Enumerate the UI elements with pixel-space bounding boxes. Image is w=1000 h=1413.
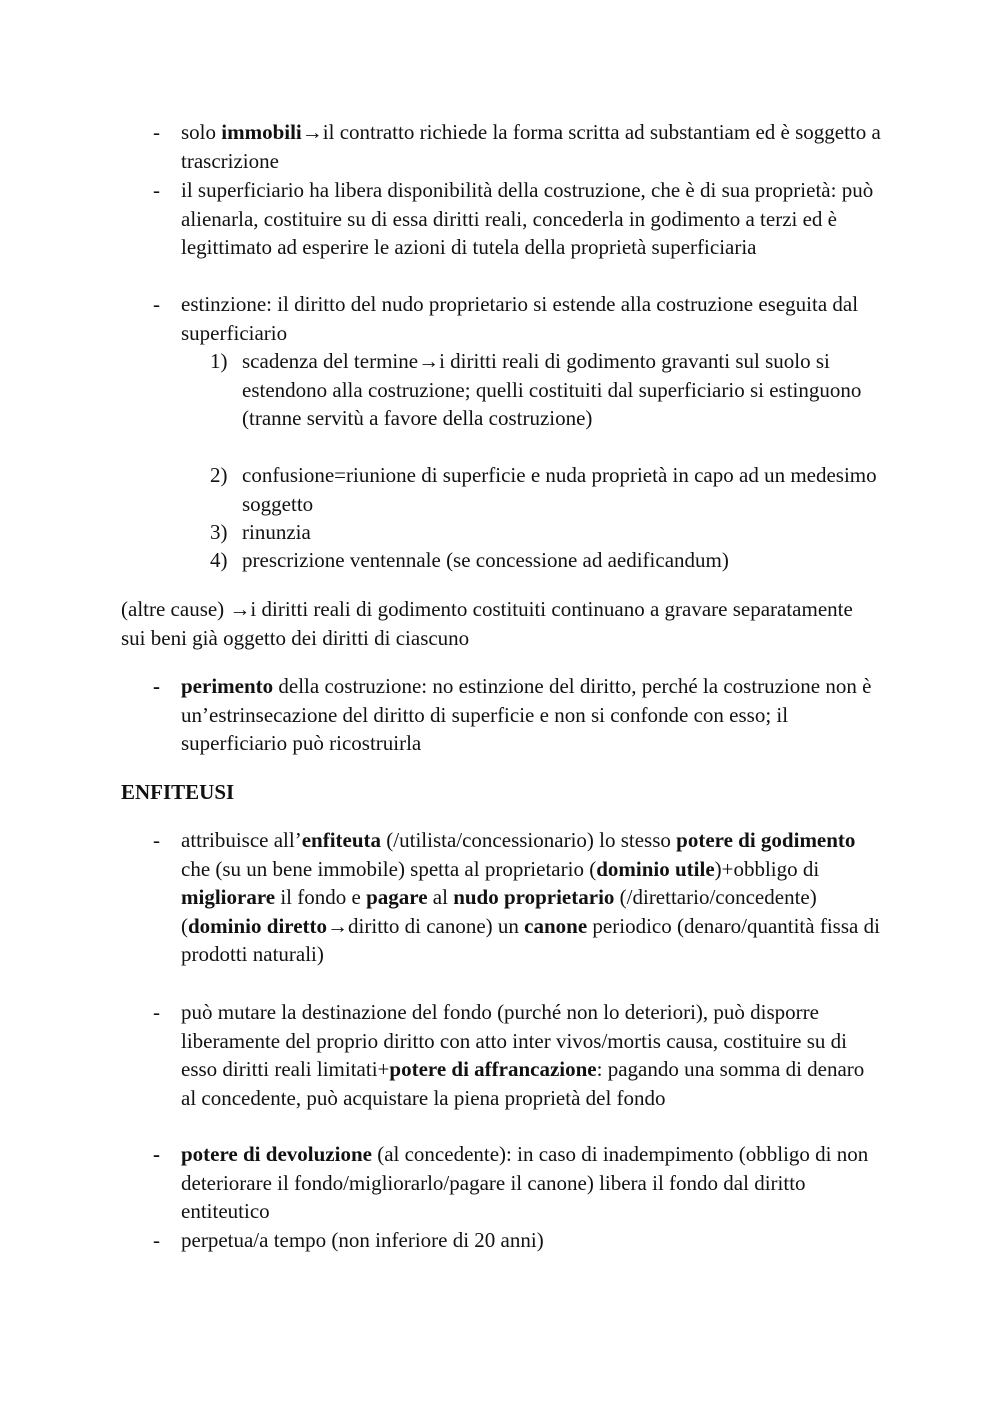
bold-term: pagare bbox=[366, 885, 428, 910]
numbered-item bbox=[210, 546, 882, 575]
bold-term: dominio utile bbox=[596, 856, 715, 881]
bold-term: immobili bbox=[221, 120, 302, 144]
item-number: 1) bbox=[210, 349, 228, 373]
item-text: al bbox=[427, 885, 454, 910]
bold-term: nudo proprietario bbox=[453, 885, 615, 910]
bold-term: potere di godimento bbox=[676, 828, 856, 852]
item-number: 4) bbox=[210, 548, 228, 572]
item-number: 2) bbox=[210, 463, 228, 487]
list-item bbox=[153, 998, 881, 1112]
item-text: della costruzione: no estinzione del diritto, perché la costruzione non è un’estrinsecazione del diritto di superficie e non si confonde con esso; il superficiario può ricostruirla bbox=[181, 674, 872, 756]
bold-term: perimento bbox=[181, 674, 274, 698]
bullet-dash: - bbox=[153, 178, 160, 202]
list-item bbox=[153, 118, 881, 175]
item-text: →il contratto richiede la forma scritta ad substantiam ed è soggetto a trascrizione bbox=[181, 120, 881, 173]
numbered-item bbox=[210, 347, 882, 433]
item-text: confusione=riunione di superficie e nuda proprietà in capo ad un medesimo soggetto bbox=[242, 463, 877, 516]
section-heading: ENFITEUSI bbox=[121, 780, 235, 804]
bold-term: potere di affrancazione bbox=[389, 1057, 597, 1082]
list-item bbox=[153, 290, 881, 347]
bullet-dash: - bbox=[153, 1142, 160, 1166]
list-item bbox=[153, 176, 881, 262]
bullet-dash: - bbox=[153, 828, 160, 852]
list-item bbox=[153, 1140, 881, 1226]
item-text: che (su un bene immobile) spetta al proprietario ( bbox=[181, 856, 597, 881]
item-text: estinzione: il diritto del nudo proprietario si estende alla costruzione eseguita dal superficiario bbox=[181, 292, 859, 345]
item-text: (/utilista/concessionario) lo stesso bbox=[381, 828, 677, 852]
item-text: attribuisce all’ bbox=[181, 828, 302, 852]
item-text: solo bbox=[181, 120, 222, 144]
item-text: : pagando una somma di denaro al concedente, può acquistare la piena proprietà del fondo bbox=[181, 1057, 865, 1110]
item-text: può mutare la destinazione del fondo (purché non lo deteriori), può disporre liberamente del proprio diritto con atto inter vivos/mortis causa, costituire su di esso diritti reali limitati+ bbox=[181, 1000, 848, 1082]
bold-term: canone bbox=[524, 913, 588, 938]
numbered-item bbox=[210, 461, 882, 518]
item-text: prescrizione ventennale (se concessione ad aedificandum) bbox=[242, 548, 729, 572]
bullet-dash: - bbox=[153, 1228, 160, 1252]
bullet-dash: - bbox=[153, 120, 160, 144]
item-text: rinunzia bbox=[242, 520, 311, 544]
item-text: il fondo e bbox=[275, 885, 367, 910]
bold-term: enfiteuta bbox=[301, 828, 382, 852]
item-text: (al concedente): in caso di inadempimento (obbligo di non deteriorare il fondo/migliorarlo/pagare il canone) libera il fondo dal diritto entiteutico bbox=[181, 1142, 869, 1224]
bold-term: migliorare bbox=[181, 885, 276, 910]
item-text: perpetua/a tempo (non inferiore di 20 anni) bbox=[181, 1228, 544, 1252]
bullet-dash: - bbox=[153, 292, 160, 316]
bold-term: potere di devoluzione bbox=[181, 1142, 372, 1166]
numbered-item bbox=[210, 518, 882, 547]
bullet-dash: - bbox=[153, 1000, 160, 1024]
item-text: )+obbligo di bbox=[714, 856, 820, 881]
list-item bbox=[153, 672, 881, 758]
item-text: il superficiario ha libera disponibilità della costruzione, che è di sua proprietà: può alienarla, costituire su di essa diritti reali, concederla in godimento a terzi ed è legittimato ad esperire le azioni di tutela della proprietà superficiaria bbox=[181, 178, 874, 260]
item-text: scadenza del termine→i diritti reali di godimento gravanti sul suolo si estendono alla costruzione; quelli costituiti dal superficiario si estinguono (tranne servitù a favore della costruzione) bbox=[242, 349, 862, 431]
item-text: (/direttario/concedente) ( bbox=[181, 885, 817, 938]
item-number: 3) bbox=[210, 520, 228, 544]
item-text: periodico (denaro/quantità fissa di prodotti naturali) bbox=[181, 913, 880, 967]
list-item bbox=[153, 826, 881, 969]
item-text: →diritto di canone) un bbox=[327, 913, 525, 938]
bullet-dash: - bbox=[153, 674, 160, 698]
bold-term: dominio diretto bbox=[188, 913, 328, 938]
paragraph: (altre cause) →i diritti reali di godimento costituiti continuano a gravare separatamente sui beni già oggetto dei diritti di ciascuno bbox=[121, 597, 853, 650]
list-item bbox=[153, 1226, 881, 1255]
